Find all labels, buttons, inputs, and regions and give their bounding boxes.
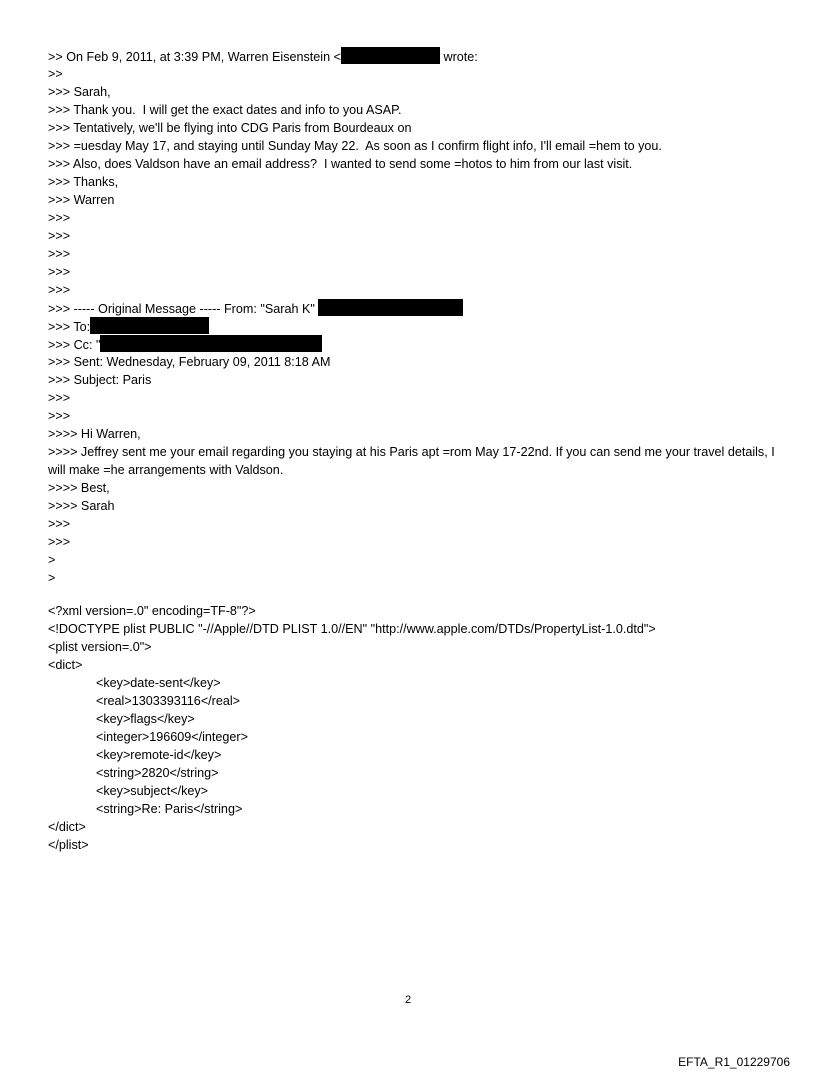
redaction-box bbox=[90, 317, 209, 334]
plist-entry: <integer>196609</integer> bbox=[96, 730, 248, 744]
header-suffix: wrote: bbox=[439, 50, 478, 64]
redaction-box bbox=[100, 335, 322, 352]
plist-entry: <key>subject</key> bbox=[96, 784, 209, 798]
xml-declaration: <?xml version=.0" encoding=TF-8"?> bbox=[48, 604, 256, 618]
email-line: > bbox=[48, 571, 56, 585]
email-line: >>> Sarah, bbox=[48, 85, 111, 99]
email-line: >>> bbox=[48, 229, 71, 243]
sent-line: >>> Sent: Wednesday, February 09, 2011 8:18 AM bbox=[48, 355, 331, 369]
email-line: >>> bbox=[48, 391, 71, 405]
page-number: 2 bbox=[404, 994, 412, 1006]
plist-entry: <string>Re: Paris</string> bbox=[96, 802, 243, 816]
email-line: >>> bbox=[48, 247, 71, 261]
to-label: >>> To: bbox=[48, 320, 91, 334]
email-line: >>> bbox=[48, 409, 71, 423]
email-line: >>> bbox=[48, 535, 71, 549]
email-line: >>> bbox=[48, 265, 71, 279]
bates-number: EFTA_R1_01229706 bbox=[678, 1055, 790, 1069]
email-line: >>> Tentatively, we'll be flying into CDG Paris from Bourdeaux on bbox=[48, 121, 412, 135]
email-line: >>> =uesday May 17, and staying until Sunday May 22. As soon as I confirm flight info, I'll email =hem to you. bbox=[48, 139, 662, 153]
plist-open-tag: <plist version=.0"> bbox=[48, 640, 152, 654]
to-line bbox=[48, 317, 788, 335]
email-line: >>> Also, does Valdson have an email address? I wanted to send some =hotos to him from our last visit. bbox=[48, 157, 633, 171]
email-line: >>>> Sarah bbox=[48, 499, 115, 513]
email-line: >>> Thank you. I will get the exact dates and info to you ASAP. bbox=[48, 103, 402, 117]
redaction-box bbox=[341, 47, 440, 64]
cc-label: >>> Cc: " bbox=[48, 338, 101, 352]
email-body-paragraph: >>>> Jeffrey sent me your email regarding you staying at his Paris apt =rom May 17-22nd. If you can send me your travel details, I will make =he arrangements with Valdson. bbox=[48, 445, 775, 477]
email-line: >>> bbox=[48, 211, 71, 225]
subject-line: >>> Subject: Paris bbox=[48, 373, 152, 387]
original-message-line bbox=[48, 299, 788, 317]
email-line: >>> bbox=[48, 283, 71, 297]
email-thread bbox=[48, 47, 788, 587]
dict-open-tag: <dict> bbox=[48, 658, 83, 672]
original-message-text: >>> ----- Original Message ----- From: "Sarah K" bbox=[48, 302, 315, 316]
email-line: >>>> Best, bbox=[48, 481, 110, 495]
doctype-line: <!DOCTYPE plist PUBLIC "-//Apple//DTD PLIST 1.0//EN" "http://www.apple.com/DTDs/PropertyList-1.0.dtd"> bbox=[48, 622, 656, 636]
email-line: >> bbox=[48, 67, 63, 81]
email-line: >>> Warren bbox=[48, 193, 115, 207]
dict-close-tag: </dict> bbox=[48, 820, 86, 834]
plist-close-tag: </plist> bbox=[48, 838, 89, 852]
cc-line bbox=[48, 335, 788, 353]
email-line: >>> Thanks, bbox=[48, 175, 119, 189]
email-line: >>> bbox=[48, 517, 71, 531]
redaction-box bbox=[318, 299, 463, 316]
email-line: >>>> Hi Warren, bbox=[48, 427, 141, 441]
plist-block bbox=[48, 602, 788, 854]
email-line: > bbox=[48, 553, 56, 567]
plist-entry: <key>date-sent</key> bbox=[96, 676, 221, 690]
plist-entry: <key>flags</key> bbox=[96, 712, 195, 726]
plist-entry: <string>2820</string> bbox=[96, 766, 219, 780]
header-prefix: >> On Feb 9, 2011, at 3:39 PM, Warren Eisenstein < bbox=[48, 50, 341, 64]
plist-entry: <real>1303393116</real> bbox=[96, 694, 241, 708]
plist-entry: <key>remote-id</key> bbox=[96, 748, 222, 762]
email-header-line bbox=[48, 47, 788, 65]
